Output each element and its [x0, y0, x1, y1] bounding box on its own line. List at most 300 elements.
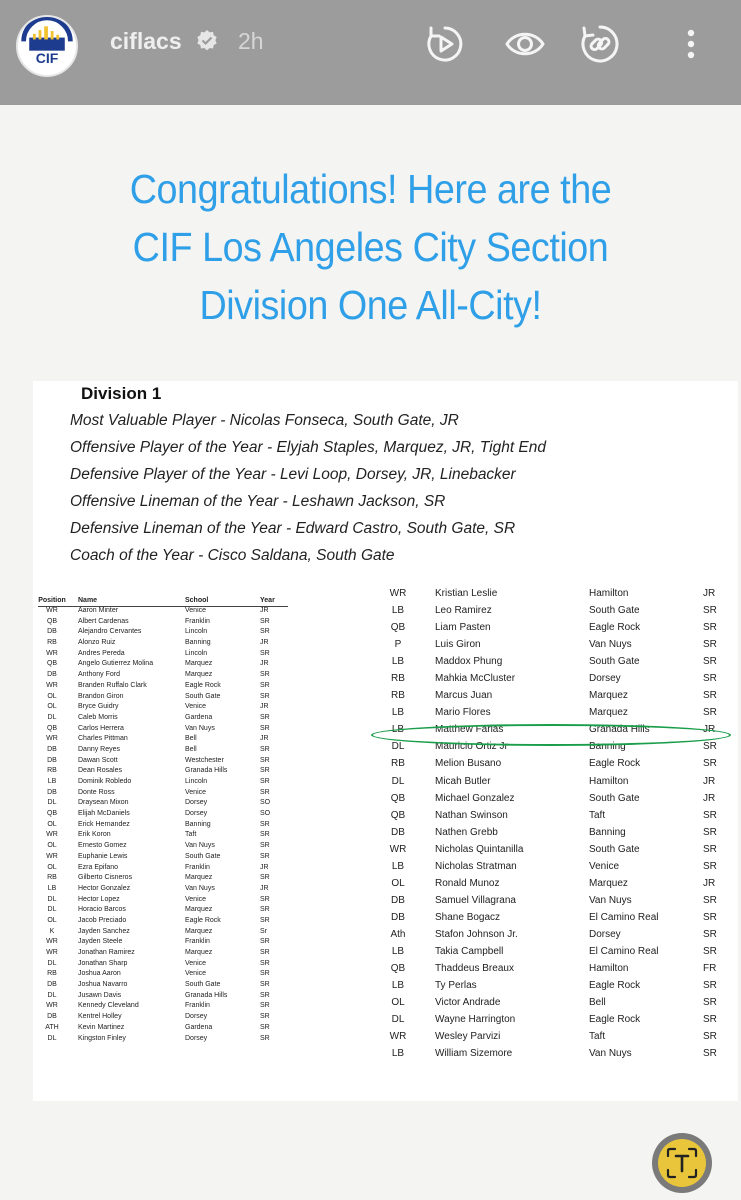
school-cell: Marquez: [589, 707, 628, 719]
year-cell: SR: [260, 649, 270, 657]
school-cell: Van Nuys: [589, 1048, 632, 1060]
more-vertical-icon[interactable]: [676, 24, 706, 64]
award-line: Defensive Lineman of the Year - Edward Castro, South Gate, SR: [70, 520, 516, 537]
award-line: Offensive Lineman of the Year - Leshawn Jackson, SR: [70, 493, 446, 510]
school-cell: Venice: [185, 607, 207, 614]
school-cell: Eagle Rock: [185, 681, 221, 689]
year-cell: SR: [260, 713, 270, 721]
school-cell: Taft: [589, 809, 606, 821]
position-cell: DB: [391, 911, 405, 923]
position-cell: OL: [47, 842, 57, 850]
year-cell: SR: [703, 690, 717, 702]
player-name-cell: Joshua Aaron: [78, 970, 121, 978]
year-cell: SR: [703, 673, 717, 685]
position-cell: DL: [47, 991, 57, 999]
table-row: [38, 746, 288, 757]
school-cell: South Gate: [589, 792, 640, 804]
position-cell: DB: [47, 1013, 57, 1021]
table-row: [38, 693, 288, 704]
school-cell: Franklin: [185, 938, 210, 946]
position-cell: QB: [46, 660, 58, 668]
position-cell: WR: [389, 1031, 407, 1043]
year-cell: JR: [703, 724, 716, 736]
award-line: Coach of the Year - Cisco Saldana, South Gate: [70, 547, 395, 564]
year-cell: SR: [260, 745, 270, 753]
school-cell: South Gate: [185, 692, 221, 700]
school-cell: Bell: [589, 997, 606, 1009]
table-row: [38, 970, 288, 981]
year-cell: SR: [260, 1034, 270, 1042]
school-cell: Venice: [185, 959, 207, 967]
school-cell: Van Nuys: [185, 842, 215, 850]
school-cell: Granada Hills: [185, 991, 228, 999]
player-name-cell: Aaron Minter: [78, 607, 119, 614]
table-row: [38, 896, 288, 907]
player-name-cell: Jonathan Ramirez: [78, 949, 135, 956]
table-row: [38, 992, 288, 1003]
player-name-cell: Jonathan Sharp: [78, 959, 128, 967]
player-name-cell: Ernesto Gomez: [78, 842, 127, 850]
player-name-cell: Nicholas Stratman: [435, 860, 517, 872]
player-name-cell: Dominik Robledo: [78, 778, 132, 785]
table-row: [38, 810, 288, 821]
table-row: [381, 688, 741, 705]
year-cell: SR: [260, 671, 270, 679]
headline-line: CIF Los Angeles City Section: [132, 224, 609, 270]
player-name-cell: Takia Campbell: [435, 945, 504, 957]
school-cell: Marquez: [185, 671, 213, 679]
username[interactable]: ciflacs: [110, 28, 182, 54]
table-row: [38, 757, 288, 768]
school-cell: South Gate: [185, 852, 221, 860]
table-row: [38, 874, 288, 885]
table-row: [381, 1029, 741, 1046]
year-cell: SR: [260, 916, 270, 924]
player-name-cell: Carlos Herrera: [78, 724, 124, 732]
award-line: Defensive Player of the Year - Levi Loop, Dorsey, JR, Linebacker: [70, 466, 516, 483]
player-name-cell: Kevin Martinez: [78, 1023, 125, 1031]
position-cell: LB: [391, 945, 405, 957]
school-cell: Dorsey: [589, 928, 621, 940]
position-cell: DB: [47, 745, 57, 753]
position-cell: WR: [46, 1002, 58, 1010]
position-cell: QB: [390, 792, 406, 804]
year-cell: JR: [260, 639, 269, 647]
school-cell: South Gate: [589, 605, 640, 617]
year-cell: SR: [260, 949, 270, 956]
position-cell: DB: [47, 981, 57, 989]
table-row: [38, 628, 288, 639]
player-name-cell: Erik Koron: [78, 831, 111, 839]
position-cell: RB: [391, 690, 405, 702]
table-row: [38, 1013, 288, 1024]
post-time: 2h: [238, 28, 264, 54]
player-name-cell: Mario Flores: [435, 707, 491, 719]
player-name-cell: Ezra Epifano: [78, 863, 119, 871]
year-cell: JR: [260, 703, 269, 711]
player-name-cell: Wayne Harrington: [435, 1014, 516, 1026]
roster-table-right: [381, 586, 741, 1063]
player-name-cell: Angelo Gutierrez Molina: [78, 660, 154, 668]
school-cell: Dorsey: [185, 1034, 208, 1042]
school-cell: Banning: [185, 639, 211, 647]
player-name-cell: Ty Perlas: [435, 980, 477, 992]
table-row: [381, 637, 741, 654]
year-cell: SR: [260, 938, 270, 946]
table-row: [381, 893, 741, 910]
year-cell: SR: [260, 852, 270, 860]
year-cell: SR: [703, 980, 717, 992]
player-name-cell: Jayden Steele: [78, 938, 123, 946]
table-row: [38, 938, 288, 949]
table-row: [381, 927, 741, 944]
school-cell: Dorsey: [589, 673, 621, 685]
table-row: [38, 864, 288, 875]
year-cell: SR: [260, 617, 270, 625]
school-cell: Lincoln: [185, 628, 208, 636]
table-row: [38, 618, 288, 629]
player-name-cell: Liam Pasten: [435, 622, 491, 634]
school-cell: Bell: [185, 735, 197, 743]
year-cell: JR: [703, 588, 716, 599]
school-cell: South Gate: [589, 656, 640, 668]
table-row: [381, 842, 741, 859]
player-name-cell: Jusawn Davis: [78, 991, 122, 999]
player-name-cell: Shane Bogacz: [435, 911, 501, 923]
position-cell: WR: [46, 681, 58, 689]
position-cell: DL: [47, 713, 57, 721]
position-cell: LB: [47, 884, 57, 892]
position-cell: LB: [391, 656, 405, 668]
avatar[interactable]: [16, 15, 78, 77]
school-cell: Granada Hills: [185, 767, 228, 775]
year-cell: JR: [703, 775, 716, 787]
all-city-document: [33, 381, 738, 1101]
position-cell: ATH: [45, 1023, 59, 1031]
school-cell: Venice: [185, 788, 207, 796]
player-name-cell: Dean Rosales: [78, 767, 122, 775]
year-cell: SR: [260, 681, 270, 689]
table-row: [38, 1002, 288, 1013]
player-name-cell: Joshua Navarro: [78, 981, 128, 989]
year-cell: SO: [260, 799, 271, 807]
position-cell: LB: [391, 1048, 405, 1060]
player-name-cell: Anthony Ford: [78, 671, 121, 679]
player-name-cell: Mauricio Ortiz Jr: [435, 741, 508, 753]
year-cell: SR: [703, 707, 717, 719]
year-cell: SR: [260, 820, 270, 828]
year-cell: SR: [260, 831, 270, 839]
school-cell: El Camino Real: [589, 945, 659, 957]
year-cell: SR: [260, 628, 270, 636]
player-name-cell: Alejandro Cervantes: [78, 628, 142, 636]
award-line: Offensive Player of the Year - Elyjah Staples, Marquez, JR, Tight End: [70, 439, 547, 456]
position-cell: QB: [46, 810, 58, 818]
table-row: [381, 978, 741, 995]
position-cell: DL: [391, 741, 405, 753]
header-name: Name: [78, 597, 98, 604]
school-cell: Eagle Rock: [589, 980, 641, 992]
table-row: [38, 607, 288, 618]
school-cell: Marquez: [589, 877, 628, 889]
table-row: [381, 671, 741, 688]
school-cell: Dorsey: [185, 810, 208, 818]
school-cell: Banning: [589, 741, 626, 753]
table-row: [38, 725, 288, 736]
header-year: Year: [260, 597, 275, 604]
school-cell: Hamilton: [589, 775, 629, 787]
position-cell: DL: [391, 775, 405, 787]
table-row: [381, 620, 741, 637]
position-cell: DB: [391, 826, 405, 838]
text-recognition-button[interactable]: [652, 1133, 712, 1193]
position-cell: OL: [47, 916, 57, 924]
player-name-cell: Kentrel Holley: [78, 1013, 122, 1021]
school-cell: Banning: [589, 826, 626, 838]
table-row: [38, 682, 288, 693]
year-cell: SR: [260, 767, 270, 775]
school-cell: Venice: [589, 860, 620, 872]
position-cell: RB: [47, 970, 57, 978]
link-icon[interactable]: [580, 24, 620, 64]
table-row: [381, 825, 741, 842]
year-cell: JR: [260, 735, 269, 743]
position-cell: K: [49, 927, 55, 935]
position-cell: QB: [390, 963, 406, 975]
position-cell: OL: [391, 877, 405, 889]
position-cell: OL: [47, 703, 57, 711]
position-cell: WR: [46, 649, 58, 657]
school-cell: Lincoln: [185, 649, 208, 657]
position-cell: DL: [47, 1034, 57, 1042]
year-cell: SR: [703, 843, 717, 855]
player-name-cell: William Sizemore: [435, 1048, 513, 1060]
position-cell: LB: [391, 860, 405, 872]
header-school: School: [185, 597, 209, 604]
award-line: Most Valuable Player - Nicolas Fonseca, South Gate, JR: [70, 412, 459, 429]
school-cell: Venice: [185, 895, 207, 903]
year-cell: Sr: [260, 927, 267, 935]
year-cell: SR: [703, 758, 717, 770]
player-name-cell: Albert Cardenas: [78, 617, 129, 625]
player-name-cell: Nicholas Quintanilla: [435, 843, 524, 855]
school-cell: Marquez: [185, 927, 213, 935]
year-cell: SO: [260, 810, 271, 818]
player-name-cell: Jacob Preciado: [78, 916, 127, 924]
position-cell: RB: [391, 758, 405, 770]
school-cell: Marquez: [185, 906, 213, 914]
table-row: [38, 735, 288, 746]
table-row: [381, 876, 741, 893]
table-row: [381, 705, 741, 722]
year-cell: SR: [260, 1013, 270, 1021]
player-name-cell: Bryce Guidry: [78, 703, 119, 711]
player-name-cell: Leo Ramirez: [435, 605, 492, 617]
table-row: [381, 586, 741, 603]
text-recognition-icon: [658, 1139, 706, 1187]
school-cell: Lincoln: [185, 778, 208, 785]
year-cell: JR: [260, 884, 269, 892]
year-cell: SR: [703, 1048, 717, 1060]
table-row: [381, 961, 741, 978]
player-name-cell: Michael Gonzalez: [435, 792, 515, 804]
player-name-cell: Caleb Morris: [78, 713, 118, 721]
table-row: [381, 774, 741, 791]
position-cell: DL: [391, 1014, 405, 1026]
school-cell: Marquez: [185, 874, 213, 882]
player-name-cell: Alonzo Ruiz: [78, 639, 116, 647]
school-cell: Marquez: [185, 660, 213, 668]
player-name-cell: Gilberto Cisneros: [78, 874, 133, 882]
school-cell: Marquez: [185, 949, 213, 956]
position-cell: P: [394, 639, 402, 651]
player-name-cell: Melion Busano: [435, 758, 502, 770]
table-row: [38, 650, 288, 661]
player-name-cell: Victor Andrade: [435, 997, 501, 1009]
player-name-cell: Andres Pereda: [78, 649, 125, 657]
year-cell: SR: [260, 959, 270, 967]
school-cell: El Camino Real: [589, 911, 659, 923]
table-row: [38, 1024, 288, 1035]
position-cell: OL: [47, 863, 57, 871]
play-circle-icon[interactable]: [425, 24, 465, 64]
headline-line: Congratulations! Here are the: [129, 166, 612, 212]
table-row: [381, 808, 741, 825]
school-cell: Bell: [185, 745, 197, 753]
table-row: [38, 949, 288, 960]
position-cell: DL: [47, 959, 57, 967]
headline-line: Division One All-City!: [199, 282, 542, 328]
table-row: [381, 944, 741, 961]
position-cell: QB: [46, 617, 58, 625]
year-cell: SR: [703, 741, 717, 753]
position-cell: RB: [391, 673, 405, 685]
table-row: [38, 981, 288, 992]
player-name-cell: Brandon Giron: [78, 692, 124, 700]
year-cell: SR: [260, 1002, 270, 1010]
school-cell: Franklin: [185, 863, 210, 871]
position-cell: RB: [47, 639, 57, 647]
table-row: [38, 842, 288, 853]
table-row: [381, 859, 741, 876]
year-cell: SR: [703, 639, 717, 651]
table-row: [38, 714, 288, 725]
table-row: [38, 703, 288, 714]
year-cell: SR: [260, 906, 270, 914]
school-cell: Eagle Rock: [185, 916, 221, 924]
position-cell: DB: [391, 894, 405, 906]
year-cell: SR: [703, 911, 717, 923]
position-cell: RB: [47, 874, 57, 882]
position-cell: WR: [389, 588, 407, 599]
player-name-cell: Jayden Sanchez: [78, 927, 130, 935]
table-row: [38, 928, 288, 939]
year-cell: SR: [260, 970, 270, 978]
school-cell: South Gate: [589, 843, 640, 855]
year-cell: SR: [260, 692, 270, 700]
year-cell: SR: [260, 895, 270, 903]
table-row: [38, 660, 288, 671]
player-name-cell: Euphanie Lewis: [78, 852, 128, 860]
school-cell: Van Nuys: [589, 894, 632, 906]
table-row: [381, 654, 741, 671]
year-cell: FR: [703, 963, 717, 975]
school-cell: Westchester: [185, 756, 224, 764]
year-cell: SR: [260, 991, 270, 999]
school-cell: Banning: [185, 820, 211, 828]
player-name-cell: Wesley Parvizi: [435, 1031, 501, 1043]
position-cell: LB: [391, 707, 405, 719]
position-cell: LB: [391, 605, 405, 617]
school-cell: Hamilton: [589, 963, 629, 975]
school-cell: Franklin: [185, 617, 210, 625]
year-cell: SR: [260, 788, 270, 796]
position-cell: OL: [391, 997, 405, 1009]
year-cell: SR: [703, 809, 717, 821]
story-header: [0, 0, 741, 105]
position-cell: WR: [46, 949, 58, 956]
position-cell: WR: [46, 607, 58, 614]
position-cell: DL: [47, 799, 57, 807]
player-name-cell: Luis Giron: [435, 639, 481, 651]
svg-text:CIF: CIF: [35, 49, 59, 66]
table-row: [38, 767, 288, 778]
school-cell: Eagle Rock: [589, 758, 641, 770]
year-cell: JR: [260, 607, 269, 614]
year-cell: SR: [703, 1014, 717, 1026]
year-cell: SR: [703, 945, 717, 957]
school-cell: South Gate: [185, 981, 221, 989]
year-cell: JR: [260, 863, 269, 871]
player-name-cell: Matthew Farias: [435, 724, 504, 736]
eye-icon[interactable]: [505, 24, 545, 64]
table-row: [381, 995, 741, 1012]
year-cell: SR: [703, 894, 717, 906]
position-cell: WR: [46, 735, 58, 743]
player-name-cell: Charles Pittman: [78, 735, 128, 743]
player-name-cell: Donte Ross: [78, 788, 115, 796]
player-name-cell: Erick Hernandez: [78, 820, 130, 828]
table-row: [381, 1012, 741, 1029]
year-cell: SR: [703, 928, 717, 940]
position-cell: DB: [47, 628, 57, 636]
year-cell: SR: [703, 826, 717, 838]
school-cell: Granada Hills: [589, 724, 650, 736]
position-cell: WR: [46, 852, 58, 860]
table-row: [381, 603, 741, 620]
position-cell: Ath: [390, 928, 406, 940]
player-name-cell: Kennedy Cleveland: [78, 1002, 139, 1010]
table-row: [38, 917, 288, 928]
player-name-cell: Ronald Munoz: [435, 877, 500, 889]
table-row: [38, 639, 288, 650]
school-cell: Venice: [185, 703, 207, 711]
school-cell: Van Nuys: [589, 639, 632, 651]
table-row: [38, 778, 288, 789]
player-name-cell: Kingston Finley: [78, 1034, 126, 1042]
player-name-cell: Micah Butler: [435, 775, 491, 787]
player-name-cell: Hector Gonzalez: [78, 884, 131, 892]
headline: [30, 160, 712, 334]
year-cell: SR: [703, 860, 717, 872]
player-name-cell: Nathan Swinson: [435, 809, 508, 821]
year-cell: SR: [260, 778, 270, 785]
school-cell: Taft: [589, 1031, 606, 1043]
position-cell: LB: [391, 980, 405, 992]
school-cell: Van Nuys: [185, 884, 215, 892]
table-row: [38, 821, 288, 832]
year-cell: SR: [703, 1031, 717, 1043]
